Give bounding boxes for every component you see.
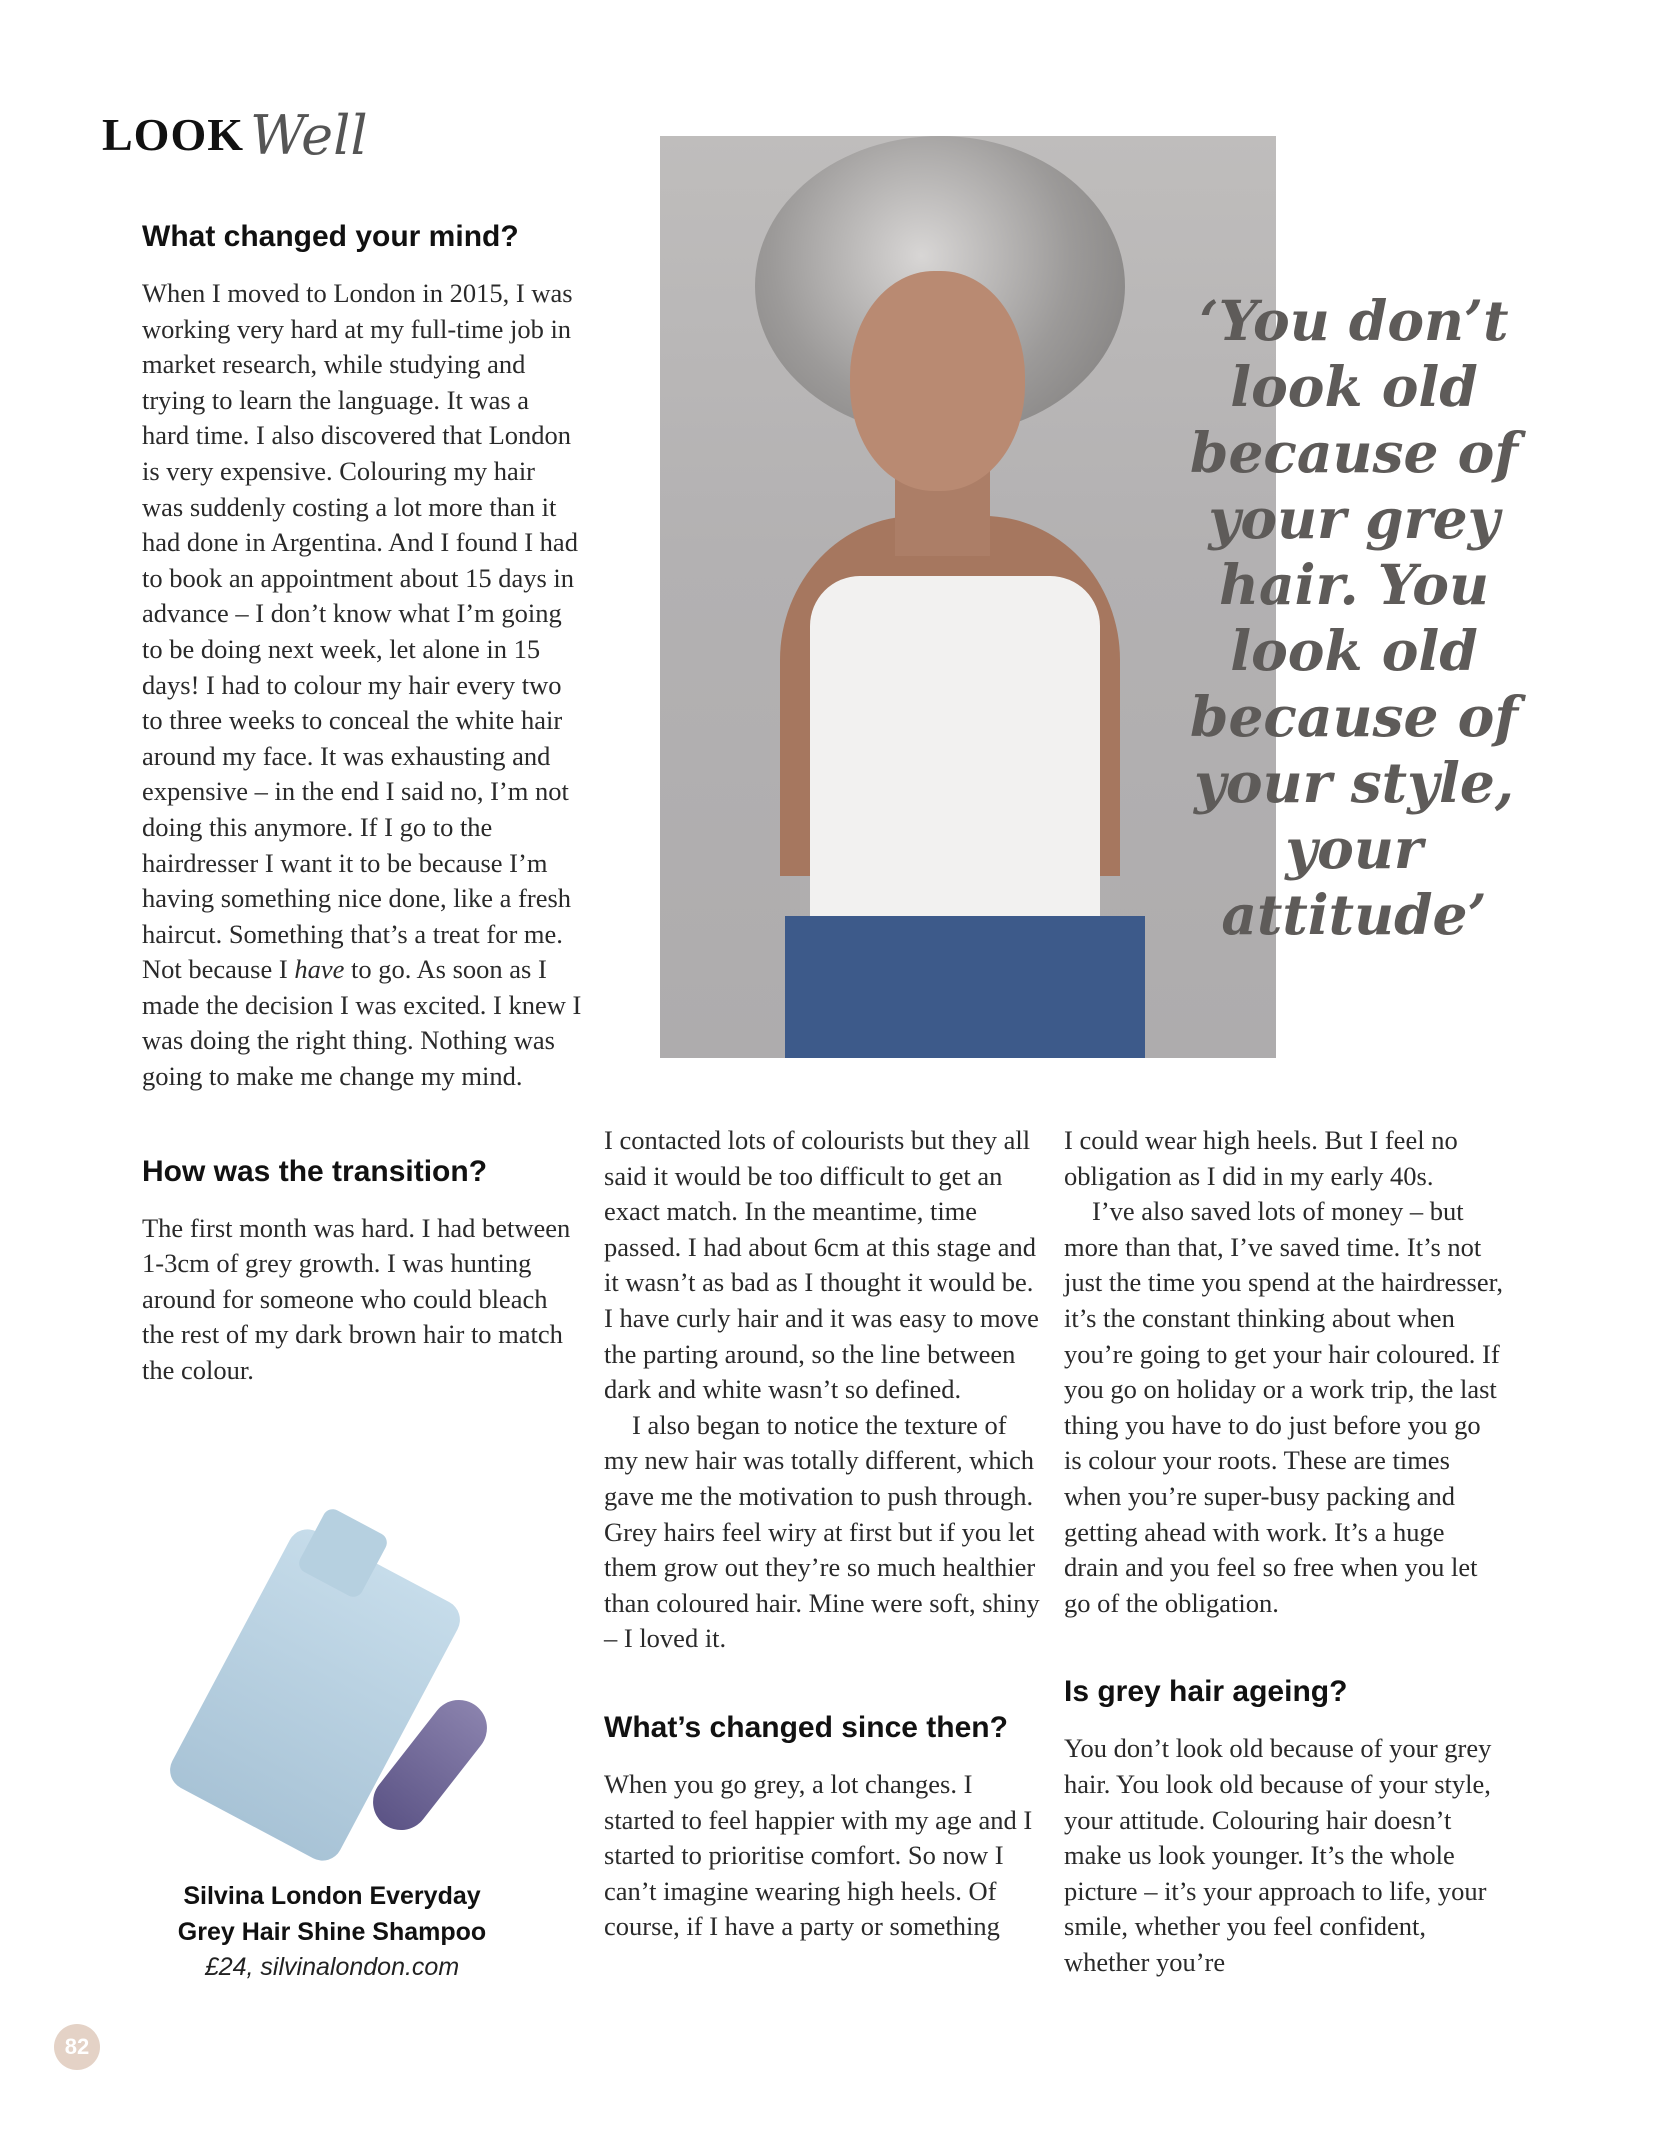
pull-quote: ‘You don’t look old because of your grey hair. You look old because of your style, your attitude’ xyxy=(1189,288,1518,947)
paragraph-high-heels: I could wear high heels. But I feel no obligation as I did in my early 40s. xyxy=(1064,1125,1458,1191)
paragraph-grey-ageing: You don’t look old because of your grey hair. You look old because of your style, your attitude. Colouring hair doesn’t make us look younger. It’s the whole picture – it’s your approach to life, your smile, whether you feel confident, whether you’re xyxy=(1064,1733,1492,1977)
heading-transition: How was the transition? xyxy=(142,1154,488,1188)
photo-face xyxy=(850,271,1025,491)
emphasis-text: have xyxy=(294,954,345,985)
page-number: 82 xyxy=(54,2024,100,2070)
column-2 xyxy=(604,1123,1042,1945)
column-1 xyxy=(142,220,582,1389)
paragraph-transition: The first month was hard. I had between 1-3cm of grey growth. I was hunting around for someone who could bleach the rest of my dark brown hair to match the colour. xyxy=(142,1212,571,1386)
masthead-look: LOOK xyxy=(102,109,245,160)
paragraph-text: When I moved to London in 2015, I was working very hard at my full-time job in market research, while studying and trying to learn the language. It was a hard time. I also discovered that London is very expensive. Colouring my hair was suddenly costing a lot more than it had done in Argentina. And I found I had to book an appointment about 15 days in advance – I don’t know what I’m going to be doing next week, let alone in 15 days! I had to colour my hair every two to three weeks to conceal the white hair around my face. It was exhausting and expensive – in the end I said no, I’m not doing this anymore. If I go to the hairdresser I want it to be because I’m having something nice done, like a fresh haircut. Something that’s a treat for me. Not because I xyxy=(142,278,578,985)
photo-jeans xyxy=(785,916,1145,1058)
product-name-line2: Grey Hair Shine Shampoo xyxy=(177,1917,487,1946)
paragraph-colourists: I contacted lots of colourists but they all said it would be too difficult to get an exact match. In the meantime, time passed. I had about 6cm at this stage and it wasn’t as bad as I thought it would be. I have curly hair and it was easy to move the parting around, so the line between dark and white wasn’t so defined. xyxy=(604,1125,1039,1405)
product-image xyxy=(190,1520,490,1840)
heading-grey-ageing: Is grey hair ageing? xyxy=(1064,1675,1348,1709)
column-3 xyxy=(1064,1123,1504,1980)
paragraph-what-changed xyxy=(142,276,582,1095)
product-price: £24, silvinalondon.com xyxy=(204,1953,460,1982)
paragraph-text: to go. As soon as I made the decision I was excited. I knew I was doing the right thing. Nothing was going to make me change my mind. xyxy=(142,954,582,1092)
heading-what-changed: What changed your mind? xyxy=(142,220,519,253)
masthead xyxy=(102,100,368,170)
paragraph-saved-money: I’ve also saved lots of money – but more than that, I’ve saved time. It’s not just the time you spend at the hairdresser, it’s the constant thinking about when you’re going to get your hair coloured. If you go on holiday or a work trip, the last thing you have to do just before you go is colour your roots. These are times when you’re super-busy packing and getting ahead with work. It’s a huge drain and you feel so free when you let go of the obligation. xyxy=(1064,1196,1504,1618)
paragraph-changed-since: When you go grey, a lot changes. I started to feel happier with my age and I started to prioritise comfort. So now I can’t imagine wearing high heels. Of course, if I have a party or something xyxy=(604,1768,1033,1942)
product-name-line1: Silvina London Everyday xyxy=(183,1882,481,1910)
product-caption xyxy=(142,1879,522,1986)
paragraph-texture: I also began to notice the texture of my new hair was totally different, which gave me the motivation to push through. Grey hairs feel wiry at first but if you let them grow out they’re so much healthier than coloured hair. Mine were soft, shiny – I loved it. xyxy=(604,1409,1040,1654)
heading-changed-since: What’s changed since then? xyxy=(604,1710,1008,1744)
masthead-well: Well xyxy=(250,104,368,167)
